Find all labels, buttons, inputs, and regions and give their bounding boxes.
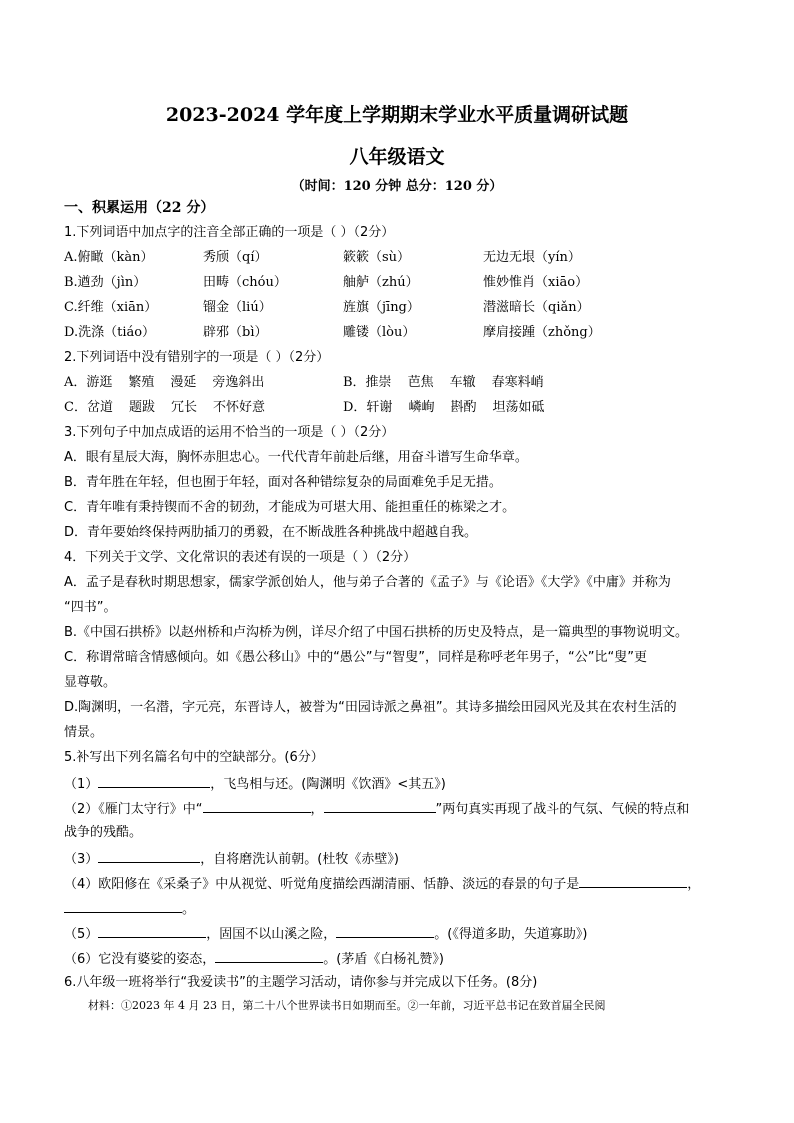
q2-b-word: B．推崇 <box>343 375 392 390</box>
q5-item-2 <box>64 799 689 819</box>
q1-option-d2: 辟邪（bì） <box>203 325 268 340</box>
q1-option-a1: A.俯瞰（kàn） <box>64 250 154 265</box>
q4-option-c-line1: C．称谓常暗含情感倾向。如《愚公移山》中的“愚公”与“智叟”，同样是称呼老年男子，“公”比“叟”更 <box>64 650 647 665</box>
q5-item-4-period: 。 <box>182 902 196 917</box>
q5-item-1-text: ，飞鸟相与还。(陶渊明《饮酒》<其五》) <box>210 777 446 792</box>
section-heading: 一、积累运用（22 分） <box>64 200 215 216</box>
q5-item-4-comma: ， <box>687 877 701 892</box>
answer-blank[interactable] <box>98 849 200 863</box>
q1-option-c2: 镏金（liú） <box>203 300 272 315</box>
q5-item-2-comma: ， <box>310 802 324 817</box>
q1-option-d3: 雕镂（lòu） <box>343 325 416 340</box>
q1-option-b2: 田畴（chóu） <box>203 275 287 290</box>
q1-option-d4: 摩肩接踵（zhǒng） <box>483 325 601 340</box>
q3-option-a: A．眼有星辰大海，胸怀赤胆忠心。一代代青年前赴后继，用奋斗谱写生命华章。 <box>64 450 528 465</box>
q4-option-c-line2: 显尊敬。 <box>64 675 117 690</box>
answer-blank[interactable] <box>336 924 434 938</box>
q2-option-b <box>343 374 560 392</box>
q5-item-2-suffix: ”两句真实再现了战斗的气氛、气候的特点和 <box>435 802 690 817</box>
q2-a-word: 漫延 <box>170 375 197 390</box>
q3-option-d: D．青年要始终保持两肋插刀的勇毅，在不断战胜各种挑战中超越自我。 <box>64 525 478 540</box>
q2-c-word: 题跋 <box>128 400 155 415</box>
q5-item-5-middle: ，固国不以山溪之险， <box>206 927 337 942</box>
q2-c-word: C．岔道 <box>64 400 113 415</box>
answer-blank[interactable] <box>324 799 436 813</box>
answer-blank[interactable] <box>579 874 687 888</box>
q1-option-a4: 无边无垠（yín） <box>483 250 581 265</box>
q1-option-d1: D.洗涤（tiáo） <box>64 325 156 340</box>
answer-blank[interactable] <box>64 899 182 913</box>
q5-item-3 <box>64 849 399 869</box>
q1-option-a2: 秀颀（qí） <box>203 250 268 265</box>
q2-c-word: 不怀好意 <box>212 400 265 415</box>
exam-time-info: （时间：120 分钟 总分：120 分） <box>291 179 503 194</box>
q3-stem: 3.下列句子中加点成语的运用不恰当的一项是（ ）（2分） <box>64 425 395 440</box>
q5-item-6-text: （6）它没有婆娑的姿态， <box>64 952 216 967</box>
q1-option-c3: 旌旗（jīng） <box>343 300 420 315</box>
q2-b-word: 芭焦 <box>407 375 434 390</box>
q3-option-b: B．青年胜在年轻，但也囿于年轻，面对各种错综复杂的局面难免手足无措。 <box>64 475 502 490</box>
q2-d-word: 坦荡如砥 <box>492 400 545 415</box>
q5-item-6 <box>64 949 444 969</box>
q3-option-c: C．青年唯有秉持锲而不舍的韧劲，才能成为可堪大用、能担重任的栋梁之才。 <box>64 500 516 515</box>
q2-c-word: 冗长 <box>170 400 197 415</box>
q5-item-3-text: ，自将磨洗认前朝。(杜牧《赤壁》) <box>200 852 399 867</box>
q2-d-word: D．轩谢 <box>343 400 393 415</box>
q1-option-b4: 惟妙惟肖（xiāo） <box>483 275 589 290</box>
answer-blank[interactable] <box>98 924 206 938</box>
q2-a-word: A．游逛 <box>64 375 113 390</box>
q1-option-a3: 簌簌（sù） <box>343 250 411 265</box>
q5-item-3-number: （3） <box>64 852 99 867</box>
q5-item-4 <box>64 874 700 894</box>
q1-stem: 1.下列词语中加点字的注音全部正确的一项是（ ）（2分） <box>64 225 395 240</box>
answer-blank[interactable] <box>203 799 311 813</box>
q4-option-a-line1: A．孟子是春秋时期思想家，儒家学派创始人，他与弟子合著的《孟子》与《论语》《大学》《中庸》并称为 <box>64 575 671 590</box>
q5-item-2-prefix: （2）《雁门太守行》中“ <box>64 802 203 817</box>
q6-stem: 6.八年级一班将举行“我爱读书”的主题学习活动，请你参与并完成以下任务。(8分) <box>64 975 538 990</box>
q5-item-5 <box>64 924 587 944</box>
q1-option-c4: 潜滋暗长（qiǎn） <box>483 300 590 315</box>
exam-title: 2023-2024 学年度上学期期末学业水平质量调研试题 <box>165 104 629 126</box>
q2-option-d <box>343 399 560 417</box>
answer-blank[interactable] <box>98 774 210 788</box>
q2-stem: 2.下列词语中没有错别字的一项是（ ）（2分） <box>64 350 330 365</box>
q2-d-word: 斟酌 <box>450 400 477 415</box>
q1-option-b3: 舳舻（zhú） <box>343 275 419 290</box>
answer-blank[interactable] <box>215 949 323 963</box>
q2-d-word: 嶙峋 <box>408 400 435 415</box>
q5-item-4-text: （4）欧阳修在《采桑子》中从视觉、听觉角度描绘西湖清丽、恬静、淡远的春景的句子是 <box>64 877 580 892</box>
q6-material: 材料：①2023 年 4 月 23 日，第二十八个世界读书日如期而至。②一年前，习近平总书记在致首届全民阅 <box>88 999 606 1012</box>
q4-stem: 4．下列关于文学、文化常识的表述有误的一项是（ ）（2分） <box>64 550 417 565</box>
q2-b-word: 春寒料峭 <box>491 375 544 390</box>
q5-item-5-suffix: 。(《得道多助，失道寡助》) <box>434 927 588 942</box>
q2-a-word: 旁逸斜出 <box>212 375 265 390</box>
q2-b-word: 车辙 <box>449 375 476 390</box>
q5-item-4-cont <box>64 899 195 919</box>
q5-item-1 <box>64 774 446 794</box>
q4-option-d-line1: D.陶渊明，一名潜，字元亮，东晋诗人，被誉为“田园诗派之鼻祖”。其诗多描绘田园风光及其在农村生活的 <box>64 700 677 715</box>
q2-a-word: 繁殖 <box>128 375 155 390</box>
q1-option-c1: C.纤维（xiān） <box>64 300 158 315</box>
q2-option-c <box>64 399 281 417</box>
exam-subject: 八年级语文 <box>349 146 445 168</box>
q5-item-6-suffix: 。(茅盾《白杨礼赞》) <box>323 952 444 967</box>
q5-item-5-number: （5） <box>64 927 99 942</box>
q4-option-b: B.《中国石拱桥》以赵州桥和卢沟桥为例，详尽介绍了中国石拱桥的历史及特点，是一篇典型的事物说明文。 <box>64 625 689 640</box>
q4-option-d-line2: 情景。 <box>64 725 104 740</box>
q2-option-a <box>64 374 280 392</box>
q5-stem: 5.补写出下列名篇名句中的空缺部分。(6分） <box>64 750 324 765</box>
q5-item-2-cont: 战争的残酷。 <box>64 825 143 840</box>
q1-option-b1: B.遒劲（jìn） <box>64 275 147 290</box>
q5-item-1-number: （1） <box>64 777 99 792</box>
q4-option-a-line2: “四书”。 <box>64 600 117 615</box>
